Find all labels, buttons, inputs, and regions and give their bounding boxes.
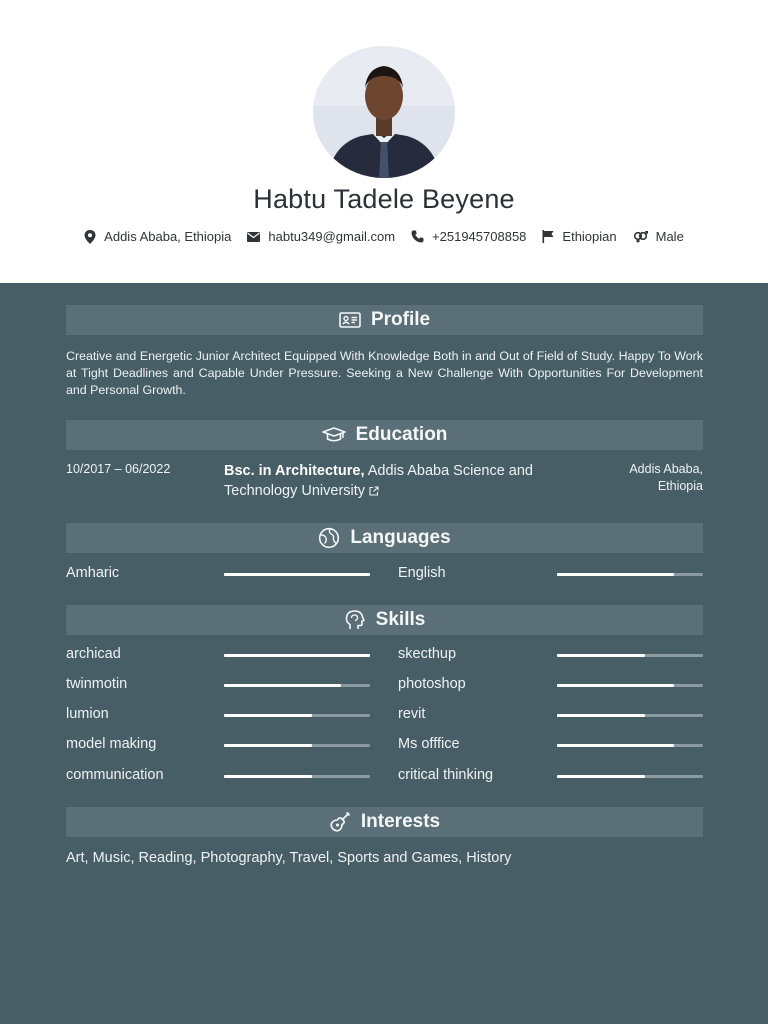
phone-text[interactable]: +251945708858 [432,229,527,244]
contact-email[interactable] [247,229,395,244]
mail-icon [247,232,260,242]
skill-level-bar [557,684,703,687]
skill-level-fill [224,654,370,657]
skill-level-bar [224,775,370,778]
education-degree: Bsc. in Architecture, [224,463,365,479]
skill-level-bar [557,654,703,657]
contact-location [84,229,231,244]
language-name: Amharic [66,565,120,581]
graduation-cap-icon [322,427,346,443]
skill-level-fill [224,684,341,687]
contact-info [0,229,768,244]
section-header-education [66,420,703,450]
map-pin-icon [84,230,96,244]
profile-summary: Creative and Energetic Junior Architect Equipped With Knowledge Both in and Out of Field of Study. Happy To Work at Tight Deadlines and Capable Under Pressure. Seeking a New Challenge With Opportunities For Development and Personal Growth. [66,349,703,397]
education-entry [224,461,564,501]
section-title-education: Education [355,424,448,445]
skill-level-bar [557,775,703,778]
skill-level-fill [224,775,312,778]
phone-icon [411,230,424,243]
language-name: English [398,565,446,581]
gender-icon [633,231,648,243]
globe-icon [318,527,340,549]
contact-nationality [542,229,616,244]
language-level-fill [557,573,674,576]
education-location: Addis Ababa, Ethiopia [629,462,703,493]
gender-text: Male [655,229,684,244]
education-school[interactable]: Addis Ababa Science and Technology University [224,463,533,499]
skill-level-bar [224,654,370,657]
skill-name: archicad [66,646,121,662]
full-name: Habtu Tadele Beyene [253,184,515,214]
nationality-text: Ethiopian [562,229,617,244]
guitar-icon [329,811,351,833]
resume-body [0,283,768,1024]
skill-name: critical thinking [398,767,494,783]
head-brain-icon [344,609,366,631]
section-header-skills [66,605,703,635]
skill-level-fill [557,714,645,717]
education-date: 10/2017 – 06/2022 [66,462,171,476]
avatar [313,46,455,178]
skill-level-bar [557,714,703,717]
skill-name: photoshop [398,676,466,692]
skill-level-fill [557,654,645,657]
skill-name: communication [66,767,164,783]
skill-name: Ms offfice [398,736,460,752]
section-title-skills: Skills [375,609,426,630]
skill-name: model making [66,736,157,752]
skill-level-bar [224,744,370,747]
skill-level-fill [557,684,674,687]
section-header-interests [66,807,703,837]
skill-level-fill [557,744,674,747]
skill-level-bar [224,714,370,717]
language-level-bar [557,573,703,576]
skill-level-bar [224,684,370,687]
flag-icon [542,230,554,243]
contact-gender [633,229,684,244]
section-title-interests: Interests [360,811,441,832]
profile-photo [313,46,455,178]
email-text[interactable]: habtu349@gmail.com [268,229,396,244]
language-level-bar [224,573,370,576]
id-card-icon [339,312,361,328]
section-header-languages [66,523,703,553]
skill-level-bar [557,744,703,747]
location-text: Addis Ababa, Ethiopia [104,229,232,244]
interests-text: Art, Music, Reading, Photography, Travel, Sports and Games, History [66,850,512,866]
section-header-profile [66,305,703,335]
section-title-profile: Profile [370,309,431,330]
resume-header [0,0,768,283]
contact-phone[interactable] [411,229,526,244]
skill-name: skecthup [398,646,457,662]
section-title-languages: Languages [350,527,451,548]
skill-name: twinmotin [66,676,128,692]
skill-level-fill [224,714,312,717]
skill-name: lumion [66,706,109,722]
external-link-icon[interactable] [369,486,379,496]
skill-name: revit [398,706,426,722]
skill-level-fill [224,744,312,747]
skill-level-fill [557,775,645,778]
language-level-fill [224,573,370,576]
